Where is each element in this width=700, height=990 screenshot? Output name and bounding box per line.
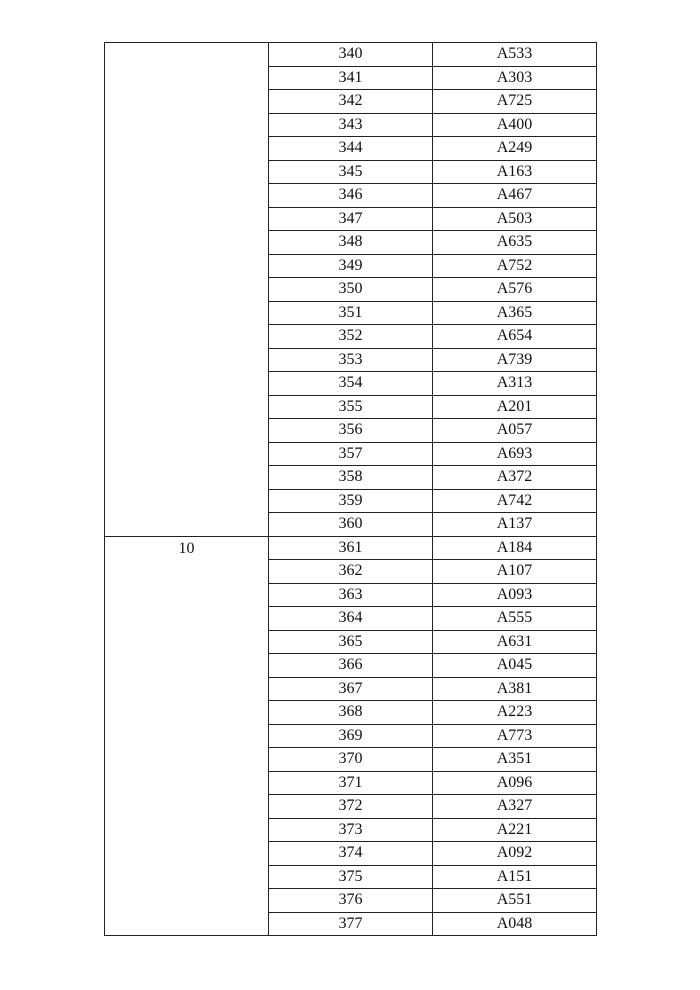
code-cell: A739 (433, 348, 597, 372)
number-cell: 356 (269, 419, 433, 443)
table-row (105, 536, 597, 560)
number-cell: 341 (269, 66, 433, 90)
number-cell: 343 (269, 113, 433, 137)
code-cell: A503 (433, 207, 597, 231)
code-cell: A137 (433, 513, 597, 537)
code-cell: A163 (433, 160, 597, 184)
code-cell: A351 (433, 748, 597, 772)
code-cell: A654 (433, 325, 597, 349)
number-cell: 342 (269, 90, 433, 114)
number-cell: 345 (269, 160, 433, 184)
number-cell: 344 (269, 137, 433, 161)
number-cell: 358 (269, 466, 433, 490)
number-cell: 365 (269, 630, 433, 654)
number-cell: 362 (269, 560, 433, 584)
code-cell: A725 (433, 90, 597, 114)
number-cell: 368 (269, 701, 433, 725)
code-cell: A752 (433, 254, 597, 278)
number-cell: 372 (269, 795, 433, 819)
number-cell: 350 (269, 278, 433, 302)
code-cell: A151 (433, 865, 597, 889)
number-cell: 361 (269, 536, 433, 560)
code-cell: A093 (433, 583, 597, 607)
code-cell: A303 (433, 66, 597, 90)
code-cell: A742 (433, 489, 597, 513)
code-cell: A249 (433, 137, 597, 161)
number-cell: 369 (269, 724, 433, 748)
table-body (105, 43, 597, 936)
code-cell: A201 (433, 395, 597, 419)
code-cell: A096 (433, 771, 597, 795)
number-cell: 376 (269, 889, 433, 913)
code-cell: A223 (433, 701, 597, 725)
code-cell: A057 (433, 419, 597, 443)
table-row (105, 43, 597, 67)
code-cell: A631 (433, 630, 597, 654)
number-cell: 348 (269, 231, 433, 255)
code-cell: A313 (433, 372, 597, 396)
number-cell: 363 (269, 583, 433, 607)
code-cell: A693 (433, 442, 597, 466)
number-cell: 355 (269, 395, 433, 419)
code-cell: A048 (433, 912, 597, 936)
code-cell: A381 (433, 677, 597, 701)
code-cell: A576 (433, 278, 597, 302)
code-cell: A221 (433, 818, 597, 842)
code-cell: A365 (433, 301, 597, 325)
code-cell: A533 (433, 43, 597, 67)
group-cell: 10 (105, 536, 269, 936)
code-cell: A092 (433, 842, 597, 866)
number-cell: 357 (269, 442, 433, 466)
number-cell: 373 (269, 818, 433, 842)
number-cell: 353 (269, 348, 433, 372)
code-cell: A400 (433, 113, 597, 137)
code-cell: A635 (433, 231, 597, 255)
number-cell: 366 (269, 654, 433, 678)
number-cell: 371 (269, 771, 433, 795)
number-cell: 354 (269, 372, 433, 396)
number-cell: 359 (269, 489, 433, 513)
number-cell: 377 (269, 912, 433, 936)
code-cell: A372 (433, 466, 597, 490)
number-cell: 349 (269, 254, 433, 278)
number-cell: 360 (269, 513, 433, 537)
group-cell (105, 43, 269, 537)
code-cell: A184 (433, 536, 597, 560)
code-cell: A107 (433, 560, 597, 584)
code-cell: A555 (433, 607, 597, 631)
number-cell: 352 (269, 325, 433, 349)
number-cell: 340 (269, 43, 433, 67)
number-cell: 375 (269, 865, 433, 889)
code-cell: A551 (433, 889, 597, 913)
code-cell: A045 (433, 654, 597, 678)
number-cell: 374 (269, 842, 433, 866)
code-cell: A467 (433, 184, 597, 208)
number-cell: 346 (269, 184, 433, 208)
number-cell: 351 (269, 301, 433, 325)
assignment-table (104, 42, 597, 936)
number-cell: 370 (269, 748, 433, 772)
code-cell: A773 (433, 724, 597, 748)
number-cell: 347 (269, 207, 433, 231)
code-cell: A327 (433, 795, 597, 819)
number-cell: 367 (269, 677, 433, 701)
number-cell: 364 (269, 607, 433, 631)
